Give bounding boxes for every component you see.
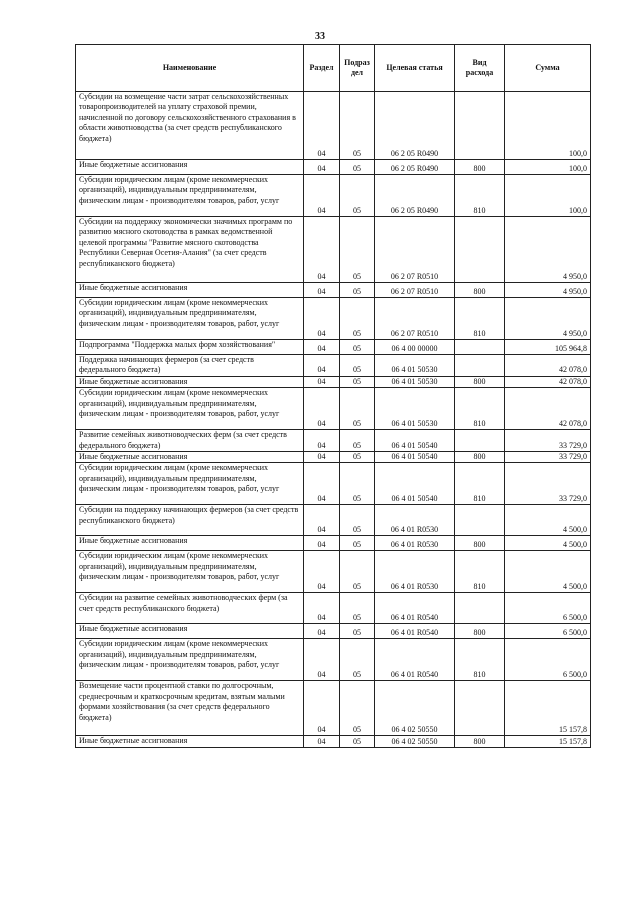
table-row — [76, 639, 591, 681]
row-section: 04 — [304, 160, 340, 175]
row-subsection: 05 — [340, 175, 375, 217]
row-subsection: 05 — [340, 624, 375, 639]
table-row — [76, 430, 591, 452]
row-subsection: 05 — [340, 160, 375, 175]
row-section: 04 — [304, 376, 340, 387]
row-section: 04 — [304, 451, 340, 462]
row-target: 06 4 01 R0540 — [375, 624, 455, 639]
row-sum: 42 078,0 — [505, 388, 591, 430]
budget-table — [75, 44, 591, 748]
row-name: Субсидии юридическим лицам (кроме некоммерческих организаций), индивидуальным предпринимателям, физическим лицам - производителям товаров, работ, услуг — [76, 175, 304, 217]
row-subsection: 05 — [340, 217, 375, 283]
row-section: 04 — [304, 283, 340, 298]
row-section: 04 — [304, 736, 340, 748]
row-name: Иные бюджетные ассигнования — [76, 376, 304, 387]
row-target: 06 4 00 00000 — [375, 340, 455, 355]
row-type: 810 — [455, 175, 505, 217]
row-section: 04 — [304, 340, 340, 355]
table-row — [76, 388, 591, 430]
header-section: Раздел — [304, 45, 340, 92]
row-target: 06 4 01 50530 — [375, 388, 455, 430]
row-target: 06 4 01 R0540 — [375, 639, 455, 681]
row-subsection: 05 — [340, 283, 375, 298]
row-target: 06 2 05 R0490 — [375, 92, 455, 160]
row-name: Иные бюджетные ассигнования — [76, 451, 304, 462]
row-subsection: 05 — [340, 736, 375, 748]
row-sum: 6 500,0 — [505, 639, 591, 681]
row-section: 04 — [304, 298, 340, 340]
row-name: Субсидии юридическим лицам (кроме некоммерческих организаций), индивидуальным предпринимателям, физическим лицам - производителям товаров, работ, услуг — [76, 551, 304, 593]
row-type — [455, 355, 505, 377]
row-name: Субсидии юридическим лицам (кроме некоммерческих организаций), индивидуальным предпринимателям, физическим лицам - производителям товаров, работ, услуг — [76, 298, 304, 340]
row-type — [455, 92, 505, 160]
row-name: Субсидии юридическим лицам (кроме некоммерческих организаций), индивидуальным предпринимателям, физическим лицам - производителям товаров, работ, услуг — [76, 388, 304, 430]
row-subsection: 05 — [340, 451, 375, 462]
row-sum: 33 729,0 — [505, 430, 591, 452]
table-row — [76, 376, 591, 387]
table-row — [76, 160, 591, 175]
row-sum: 15 157,8 — [505, 736, 591, 748]
row-subsection: 05 — [340, 376, 375, 387]
table-row — [76, 593, 591, 624]
row-name: Иные бюджетные ассигнования — [76, 536, 304, 551]
row-target: 06 4 01 50540 — [375, 451, 455, 462]
row-type — [455, 593, 505, 624]
page-number: 33 — [315, 31, 325, 42]
row-subsection: 05 — [340, 681, 375, 736]
row-type: 810 — [455, 551, 505, 593]
row-sum: 33 729,0 — [505, 451, 591, 462]
row-target: 06 4 01 50540 — [375, 430, 455, 452]
row-type: 800 — [455, 376, 505, 387]
row-type: 810 — [455, 463, 505, 505]
row-sum: 42 078,0 — [505, 355, 591, 377]
row-sum: 4 950,0 — [505, 298, 591, 340]
row-name: Субсидии юридическим лицам (кроме некоммерческих организаций), индивидуальным предпринимателям, физическим лицам - производителям товаров, работ, услуг — [76, 639, 304, 681]
row-section: 04 — [304, 536, 340, 551]
row-sum: 4 950,0 — [505, 283, 591, 298]
row-sum: 42 078,0 — [505, 376, 591, 387]
row-sum: 100,0 — [505, 175, 591, 217]
row-name: Поддержка начинающих фермеров (за счет средств федерального бюджета) — [76, 355, 304, 377]
row-subsection: 05 — [340, 463, 375, 505]
row-sum: 33 729,0 — [505, 463, 591, 505]
table-row — [76, 451, 591, 462]
row-section: 04 — [304, 175, 340, 217]
row-section: 04 — [304, 624, 340, 639]
table-row — [76, 551, 591, 593]
row-type — [455, 505, 505, 536]
header-subsection: Подраз дел — [340, 45, 375, 92]
row-target: 06 4 01 R0530 — [375, 551, 455, 593]
row-type: 800 — [455, 451, 505, 462]
row-sum: 6 500,0 — [505, 624, 591, 639]
row-sum: 100,0 — [505, 92, 591, 160]
row-type: 800 — [455, 160, 505, 175]
row-type: 810 — [455, 388, 505, 430]
row-name: Подпрограмма "Поддержка малых форм хозяйствования" — [76, 340, 304, 355]
row-target: 06 4 01 R0530 — [375, 536, 455, 551]
row-sum: 6 500,0 — [505, 593, 591, 624]
row-type: 810 — [455, 639, 505, 681]
header-sum: Сумма — [505, 45, 591, 92]
row-type: 800 — [455, 624, 505, 639]
row-type: 800 — [455, 536, 505, 551]
row-target: 06 2 07 R0510 — [375, 283, 455, 298]
row-subsection: 05 — [340, 355, 375, 377]
row-subsection: 05 — [340, 639, 375, 681]
row-name: Иные бюджетные ассигнования — [76, 283, 304, 298]
row-subsection: 05 — [340, 388, 375, 430]
row-sum: 4 500,0 — [505, 505, 591, 536]
table-row — [76, 340, 591, 355]
row-subsection: 05 — [340, 536, 375, 551]
row-subsection: 05 — [340, 340, 375, 355]
row-target: 06 2 05 R0490 — [375, 175, 455, 217]
table-row — [76, 355, 591, 377]
row-section: 04 — [304, 593, 340, 624]
row-subsection: 05 — [340, 505, 375, 536]
row-name: Развитие семейных животноводческих ферм (за счет средств федерального бюджета) — [76, 430, 304, 452]
row-name: Иные бюджетные ассигнования — [76, 624, 304, 639]
row-subsection: 05 — [340, 551, 375, 593]
row-type: 810 — [455, 298, 505, 340]
row-subsection: 05 — [340, 92, 375, 160]
row-name: Субсидии юридическим лицам (кроме некоммерческих организаций), индивидуальным предпринимателям, физическим лицам - производителям товаров, работ, услуг — [76, 463, 304, 505]
row-target: 06 2 05 R0490 — [375, 160, 455, 175]
row-name: Иные бюджетные ассигнования — [76, 160, 304, 175]
row-section: 04 — [304, 355, 340, 377]
row-section: 04 — [304, 681, 340, 736]
row-target: 06 4 01 R0530 — [375, 505, 455, 536]
row-sum: 4 500,0 — [505, 551, 591, 593]
table-row — [76, 283, 591, 298]
row-section: 04 — [304, 551, 340, 593]
row-target: 06 4 01 50530 — [375, 355, 455, 377]
table-row — [76, 298, 591, 340]
row-sum: 4 950,0 — [505, 217, 591, 283]
row-type — [455, 681, 505, 736]
table-row — [76, 217, 591, 283]
row-type: 800 — [455, 736, 505, 748]
table-row — [76, 624, 591, 639]
row-name: Субсидии на поддержку начинающих фермеров (за счет средств республиканского бюджета) — [76, 505, 304, 536]
row-type — [455, 430, 505, 452]
header-target: Целевая статья — [375, 45, 455, 92]
row-target: 06 4 01 R0540 — [375, 593, 455, 624]
row-section: 04 — [304, 388, 340, 430]
table-row — [76, 505, 591, 536]
row-section: 04 — [304, 92, 340, 160]
row-name: Иные бюджетные ассигнования — [76, 736, 304, 748]
header-name: Наименование — [76, 45, 304, 92]
row-name: Субсидии на поддержку экономически значимых программ по развитию мясного скотоводства в рамках ведомственной целевой программы "Развитие мясного скотоводства Республики Северная Осетия-Алания" (за счет средств республиканского бюджета) — [76, 217, 304, 283]
row-type — [455, 340, 505, 355]
table-row — [76, 92, 591, 160]
row-subsection: 05 — [340, 593, 375, 624]
row-section: 04 — [304, 505, 340, 536]
row-target: 06 2 07 R0510 — [375, 217, 455, 283]
row-section: 04 — [304, 217, 340, 283]
table-row — [76, 536, 591, 551]
table-row — [76, 736, 591, 748]
row-type — [455, 217, 505, 283]
row-sum: 15 157,8 — [505, 681, 591, 736]
row-section: 04 — [304, 430, 340, 452]
row-sum: 105 964,8 — [505, 340, 591, 355]
row-type: 800 — [455, 283, 505, 298]
row-target: 06 4 01 50530 — [375, 376, 455, 387]
row-target: 06 4 01 50540 — [375, 463, 455, 505]
row-sum: 4 500,0 — [505, 536, 591, 551]
table-row — [76, 463, 591, 505]
row-target: 06 4 02 50550 — [375, 681, 455, 736]
row-subsection: 05 — [340, 430, 375, 452]
row-target: 06 2 07 R0510 — [375, 298, 455, 340]
table-row — [76, 681, 591, 736]
row-name: Субсидии на возмещение части затрат сельскохозяйственных товаропроизводителей на уплату страховой премии, начисленной по договору сельскохозяйственного страхования в области животноводства (за счет средств республиканского бюджета) — [76, 92, 304, 160]
row-subsection: 05 — [340, 298, 375, 340]
row-section: 04 — [304, 639, 340, 681]
header-row — [76, 45, 591, 92]
row-name: Возмещение части процентной ставки по долгосрочным, среднесрочным и краткосрочным кредитам, взятым малыми формами хозяйствования (за счет средств федерального бюджета) — [76, 681, 304, 736]
header-type: Вид расхода — [455, 45, 505, 92]
row-name: Субсидии на развитие семейных животноводческих ферм (за счет средств республиканского бюджета) — [76, 593, 304, 624]
row-target: 06 4 02 50550 — [375, 736, 455, 748]
row-sum: 100,0 — [505, 160, 591, 175]
row-section: 04 — [304, 463, 340, 505]
table-row — [76, 175, 591, 217]
